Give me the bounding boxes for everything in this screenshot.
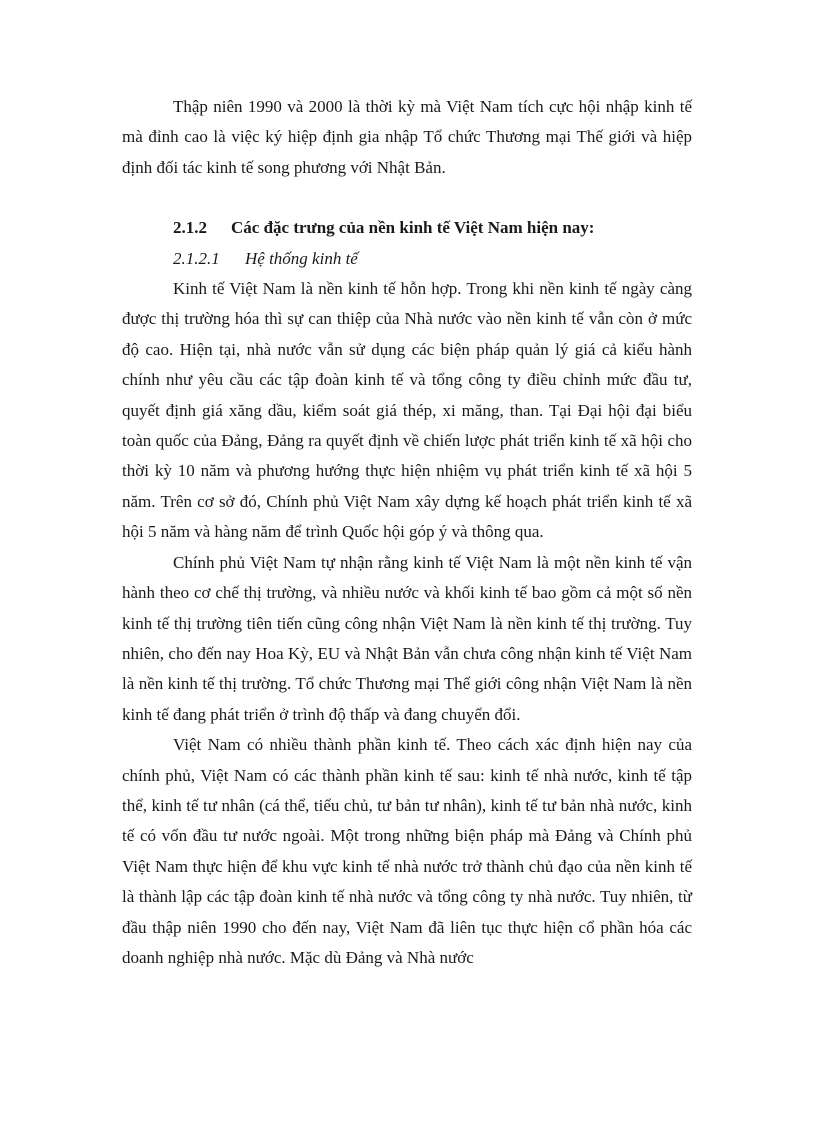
subsection-number: 2.1.2.1 — [173, 248, 220, 268]
paragraph-intro: Thập niên 1990 và 2000 là thời kỳ mà Việt Nam tích cực hội nhập kinh tế mà đỉnh cao là việc ký hiệp định gia nhập Tổ chức Thương mại Thế giới và hiệp định đối tác kinh tế song phương với Nhật Bản. — [122, 97, 692, 177]
section-spacer — [122, 183, 692, 213]
subsection-title: Hệ thống kinh tế — [245, 248, 358, 268]
subsection-heading — [122, 244, 692, 274]
page-content — [122, 92, 692, 973]
section-title: Các đặc trưng của nền kinh tế Việt Nam hiện nay: — [231, 218, 595, 238]
paragraph-economic-system: Kinh tế Việt Nam là nền kinh tế hỗn hợp. Trong khi nền kinh tế ngày càng được thị trường hóa thì sự can thiệp của Nhà nước vào nền kinh tế vẫn còn ở mức độ cao. Hiện tại, nhà nước vẫn sử dụng các biện pháp quản lý giá cả kiểu hành chính như yêu cầu các tập đoàn kinh tế và tổng công ty điều chỉnh mức đầu tư, quyết định giá xăng dầu, kiểm soát giá thép, xi măng, than. Tại Đại hội đại biểu toàn quốc của Đảng, Đảng ra quyết định về chiến lược phát triển kinh tế xã hội cho thời kỳ 10 năm và phương hướng thực hiện nhiệm vụ phát triển kinh tế xã hội 5 năm. Trên cơ sở đó, Chính phủ Việt Nam xây dựng kế hoạch phát triển kinh tế xã hội 5 năm và hàng năm để trình Quốc hội góp ý và thông qua. — [122, 279, 692, 542]
paragraph-economic-sectors: Việt Nam có nhiều thành phần kinh tế. Theo cách xác định hiện nay của chính phủ, Việt Nam có các thành phần kinh tế sau: kinh tế nhà nước, kinh tế tập thể, kinh tế tư nhân (cá thể, tiểu chủ, tư bản tư nhân), kinh tế tư bản nhà nước, kinh tế có vốn đầu tư nước ngoài. Một trong những biện pháp mà Đảng và Chính phủ Việt Nam thực hiện để khu vực kinh tế nhà nước trở thành chủ đạo của nền kinh tế là thành lập các tập đoàn kinh tế nhà nước và tổng công ty nhà nước. Tuy nhiên, từ đầu thập niên 1990 cho đến nay, Việt Nam đã liên tục thực hiện cổ phần hóa các doanh nghiệp nhà nước. Mặc dù Đảng và Nhà nước — [122, 735, 692, 967]
paragraph-market-recognition: Chính phủ Việt Nam tự nhận rằng kinh tế Việt Nam là một nền kinh tế vận hành theo cơ chế thị trường, và nhiều nước và khối kinh tế bao gồm cả một số nền kinh tế thị trường tiên tiến cũng công nhận Việt Nam là nền kinh tế thị trường. Tuy nhiên, cho đến nay Hoa Kỳ, EU và Nhật Bản vẫn chưa công nhận kinh tế Việt Nam là nền kinh tế thị trường. Tổ chức Thương mại Thế giới công nhận Việt Nam là nền kinh tế đang phát triển ở trình độ thấp và đang chuyển đổi. — [122, 552, 692, 724]
section-heading — [122, 213, 692, 243]
section-number: 2.1.2 — [173, 218, 207, 238]
